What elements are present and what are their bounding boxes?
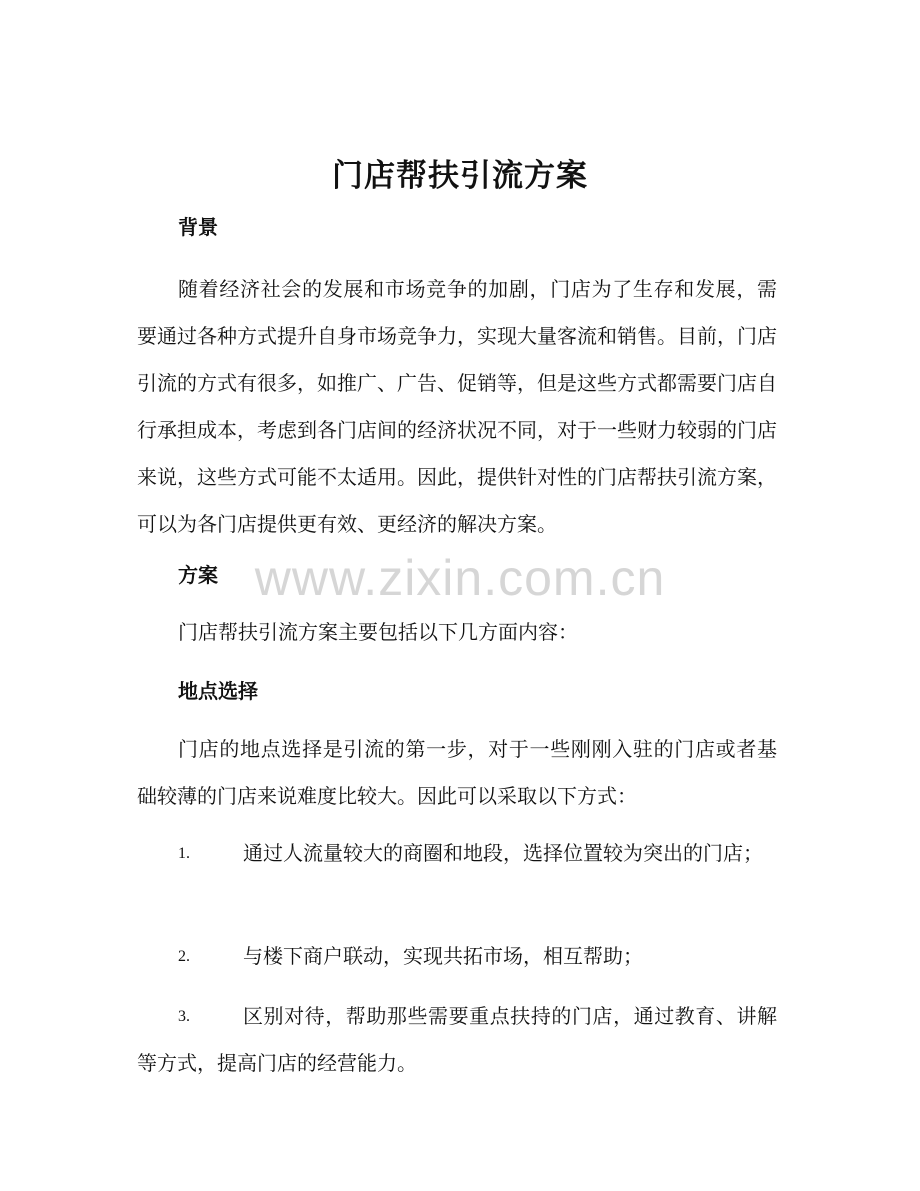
list-item xyxy=(137,993,777,1087)
background-paragraph: 随着经济社会的发展和市场竞争的加剧，门店为了生存和发展，需要通过各种方式提升自身市场竞争力，实现大量客流和销售。目前，门店引流的方式有很多，如推广、广告、促销等，但是这些方式都需要门店自行承担成本，考虑到各门店间的经济状况不同，对于一些财力较弱的门店来说，这些方式可能不太适用。因此，提供针对性的门店帮扶引流方案，可以为各门店提供更有效、更经济的解决方案。 xyxy=(137,277,777,536)
document-title: 门店帮扶引流方案 xyxy=(332,158,588,194)
section-heading-plan: 方案 xyxy=(178,563,218,587)
list-item xyxy=(137,830,777,877)
section-heading-location: 地点选择 xyxy=(178,679,258,703)
plan-paragraph: 门店帮扶引流方案主要包括以下几方面内容： xyxy=(178,620,578,644)
location-paragraph: 门店的地点选择是引流的第一步，对于一些刚刚入驻的门店或者基础较薄的门店来说难度比较大。因此可以采取以下方式： xyxy=(137,737,777,808)
list-item xyxy=(137,933,777,980)
list-item-number: 1. xyxy=(178,845,190,862)
list-item-text: 通过人流量较大的商圈和地段，选择位置较为突出的门店； xyxy=(243,841,763,865)
list-item-text: 区别对待，帮助那些需要重点扶持的门店，通过教育、讲解等方式，提高门店的经营能力。 xyxy=(137,1004,777,1075)
section-heading-background: 背景 xyxy=(178,215,218,239)
list-item-text: 与楼下商户联动，实现共拓市场，相互帮助； xyxy=(243,944,643,968)
watermark: www.zixin.com.cn xyxy=(254,550,666,606)
list-item-number: 3. xyxy=(178,1008,190,1025)
list-item-number: 2. xyxy=(178,948,190,965)
